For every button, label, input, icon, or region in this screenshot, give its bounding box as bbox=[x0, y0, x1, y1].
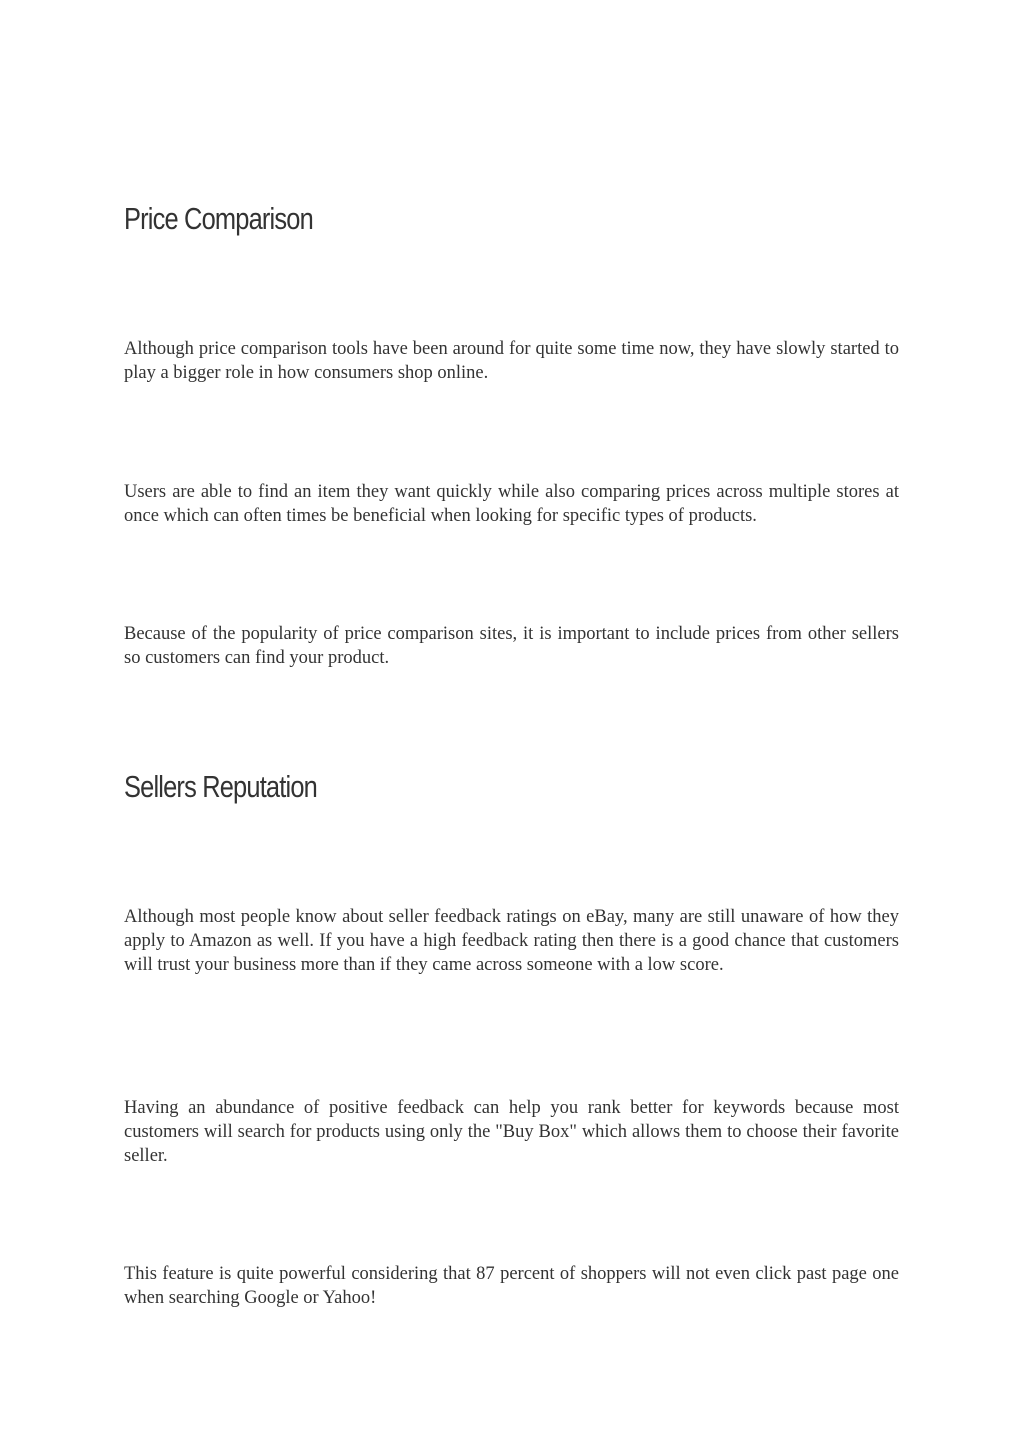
paragraph: Although most people know about seller feedback ratings on eBay, many are still unaware of how they apply to Amazon as well. If you have a high feedback rating then there is a good chance that customers will trust your business more than if they came across someone with a low score. bbox=[124, 907, 899, 975]
paragraph: This feature is quite powerful considering that 87 percent of shoppers will not even click past page one when searching Google or Yahoo! bbox=[124, 1264, 899, 1308]
paragraph: Because of the popularity of price comparison sites, it is important to include prices from other sellers so customers can find your product. bbox=[124, 624, 899, 668]
paragraph: Although price comparison tools have been around for quite some time now, they have slowly started to play a bigger role in how consumers shop online. bbox=[124, 339, 899, 383]
paragraph: Having an abundance of positive feedback can help you rank better for keywords because most customers will search for products using only the "Buy Box" which allows them to choose their favorite seller. bbox=[124, 1098, 899, 1166]
section-heading-price-comparison: Price Comparison bbox=[124, 201, 313, 236]
section-heading-sellers-reputation: Sellers Reputation bbox=[124, 769, 317, 804]
paragraph: Users are able to find an item they want quickly while also comparing prices across multiple stores at once which can often times be beneficial when looking for specific types of products. bbox=[124, 482, 899, 526]
